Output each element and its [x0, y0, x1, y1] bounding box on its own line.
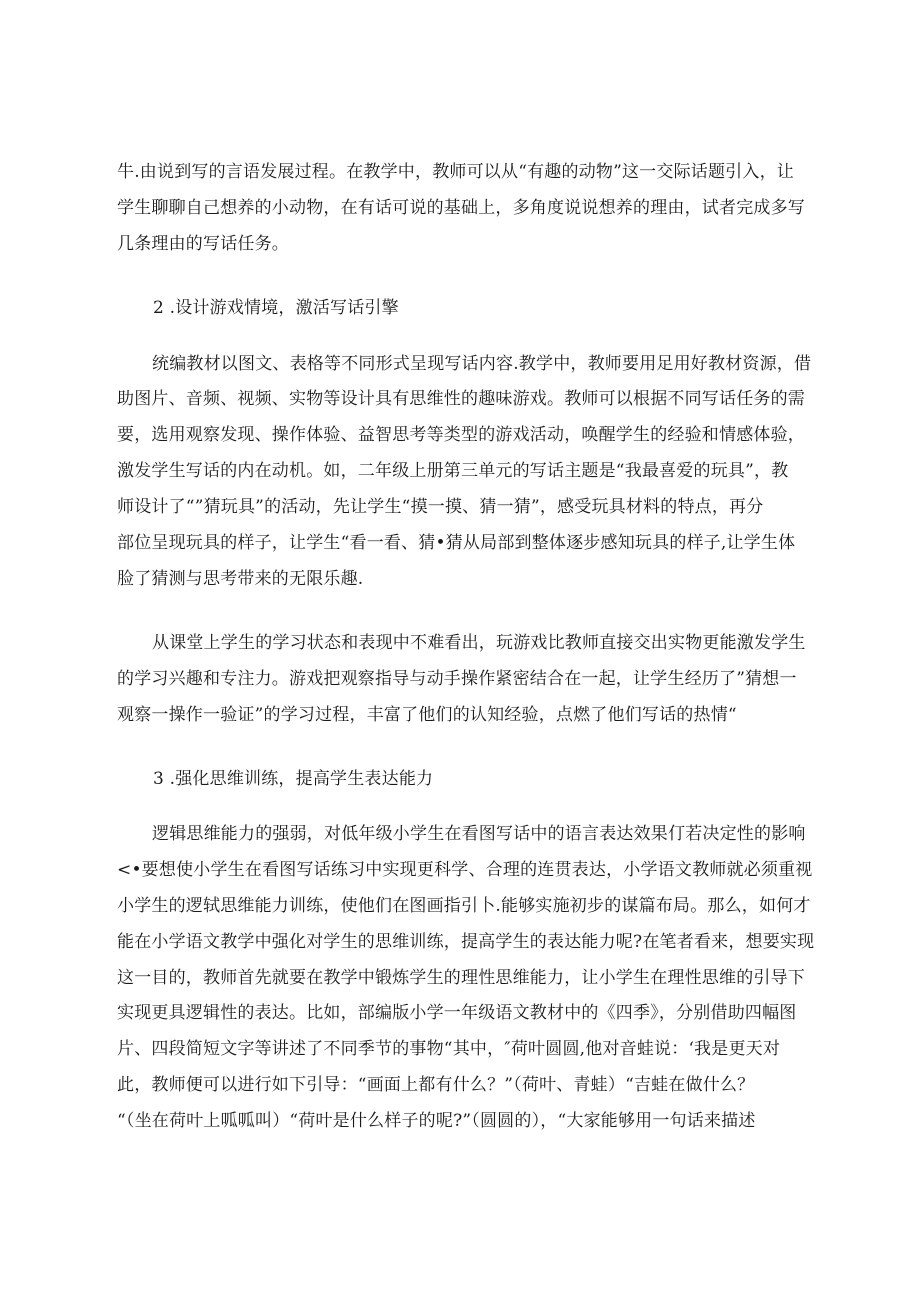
section-heading-2: 2 .设计游戏情境，激活写话引擎: [153, 298, 399, 318]
paragraph-4-line-5: 这一目的，教师首先就要在教学中锻炼学生的理性思维能力，让小学生在理性思维的引导下: [117, 968, 805, 988]
paragraph-2-line-2: 助图片、音频、视频、实物等设计具有思维性的趣味游戏。教师可以根据不同写话任务的需: [117, 389, 805, 409]
paragraph-2-line-5: 师设计了“”猜玩具”的活动，先让学生“摸一摸、猜一猜”，感受玩具材料的特点，再分: [117, 497, 764, 517]
paragraph-2-line-3: 要，选用观察发现、操作体验、益智思考等类型的游戏活动，唤醒学生的经验和情感体验，: [117, 425, 805, 445]
paragraph-1-line-2: 学生聊聊自己想养的小动物，在有话可说的基础上，多角度说说想养的理由，试者完成多写: [117, 198, 805, 218]
paragraph-4-line-6: 实现更具逻辑性的表达。比如，部编版小学一年级语文教材中的《四季》，分别借助四幅图: [117, 1003, 797, 1023]
section-heading-3: 3 .强化思维训练，提高学生表达能力: [153, 769, 434, 789]
paragraph-2-line-4: 激发学生写话的内在动机。如，二年级上册第三单元的写话主题是“我最喜爱的玩具”，教: [117, 461, 789, 481]
paragraph-3-line-2: 的学习兴趣和专注力。游戏把观察指导与动手操作紧密结合在一起，让学生经历了”猜想一: [117, 669, 797, 689]
paragraph-2-line-1: 统编教材以图文、表格等不同形式呈现写话内容.教学中，教师要用足用好教材资源，借: [152, 354, 812, 374]
paragraph-4-line-4: 能在小学语文教学中强化对学生的思维训练，提高学生的表达能力呢?在笔者看来，想要实现: [117, 932, 815, 952]
paragraph-2-line-6: 部位呈现玩具的样子，让学生“看一看、猜•猜从局部到整体逐步感知玩具的样子,让学生体: [117, 533, 796, 553]
paragraph-2-line-7: 脸了猜测与思考带来的无限乐趣.: [117, 569, 364, 589]
paragraph-4-line-1: 逻辑思维能力的强弱，对低年级小学生在看图写话中的语言表达效果仃若决定性的影响: [152, 824, 806, 844]
paragraph-4-line-3: 小学生的逻轼思维能力训练，使他们在图画指引卜.能够实施初步的谋篇布局。那么，如何才: [117, 896, 811, 916]
paragraph-1-line-1: 牛.由说到写的言语发展过程。在教学中，教师可以从“有趣的动物”这一交际话题引入，让: [117, 162, 794, 182]
paragraph-4-line-9: “（坐在荷叶上呱呱叫）“荷叶是什么样子的呢?”（圆圆的），“大家能够用一句话来描述: [117, 1111, 756, 1131]
paragraph-3-line-3: 观察一操作一验证”的学习过程，丰富了他们的认知经验，点燃了他们写话的热情“: [117, 705, 737, 725]
paragraph-4-line-2: <•要想使小学生在看图写话练习中实现更科学、合理的连贯表达，小学语文教师就必须重视: [117, 860, 813, 880]
paragraph-4-line-8: 此，教师便可以进行如下引导：“画面上都有什么？”（荷叶、青蛙）“吉蛙在做什么？: [117, 1075, 755, 1095]
paragraph-3-line-1: 从课堂上学生的学习状态和表现中不难看出，玩游戏比教师直接交出实物更能激发学生: [152, 633, 806, 653]
paragraph-4-line-7: 片、四段简短文字等讲述了不同季节的事物“其中，″荷叶圆圆,他对音蛙说：‘我是更天对: [117, 1039, 781, 1059]
paragraph-1-line-3: 几条理由的写话任务。: [117, 234, 289, 254]
